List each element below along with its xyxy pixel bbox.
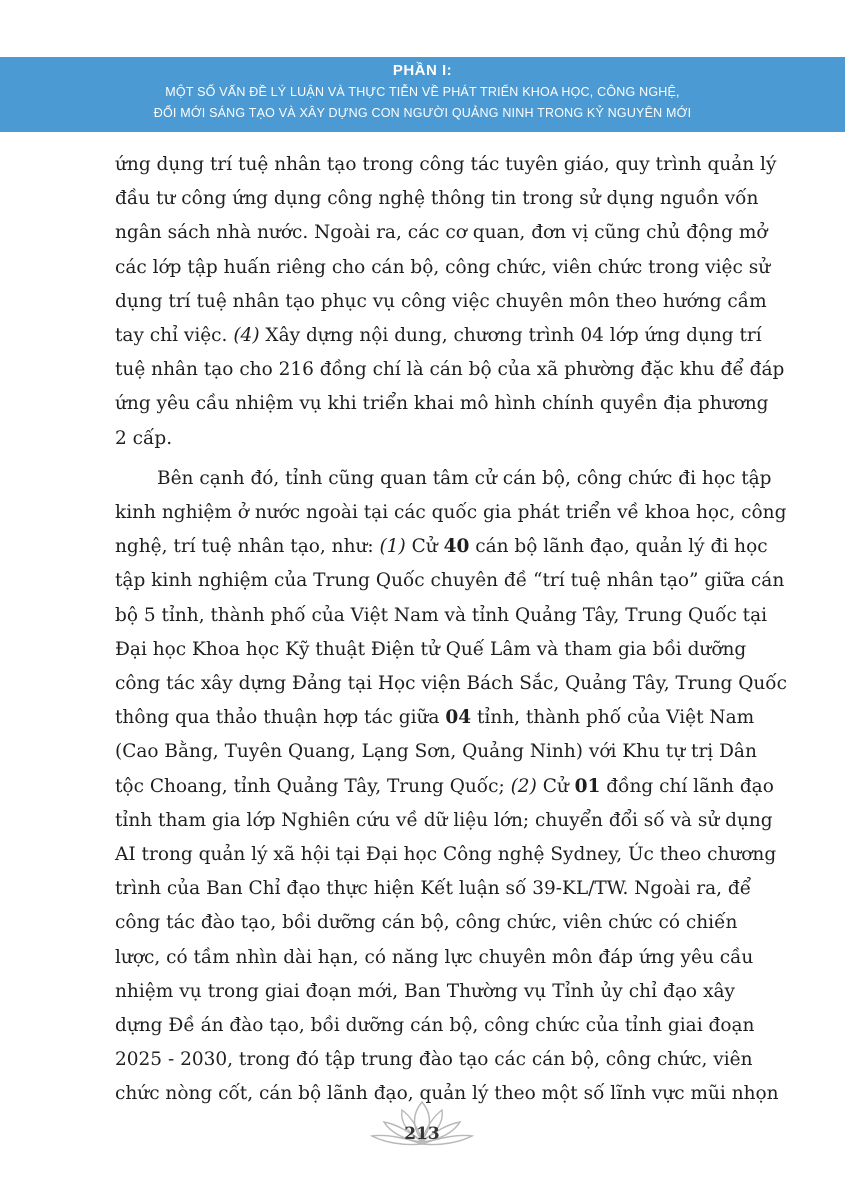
text-line: ứng dụng trí tuệ nhân tạo trong công tác tuyên giáo, quy trình quản lý <box>115 154 777 175</box>
text-line: tuệ nhân tạo cho 216 đồng chí là cán bộ của xã phường đặc khu để đáp <box>115 359 785 381</box>
text-run: tỉnh, thành phố của Việt Nam <box>471 707 755 729</box>
text-line: các lớp tập huấn riêng cho cán bộ, công chức, viên chức trong việc sử <box>115 256 771 278</box>
page-number: 213 <box>404 1124 440 1144</box>
text-line: 2 cấp. <box>115 427 173 449</box>
text-run: Cử <box>405 536 444 558</box>
text-line: AI trong quản lý xã hội tại Đại học Công nghệ Sydney, Úc theo chương <box>115 844 777 866</box>
text-line: đầu tư công ứng dụng công nghệ thông tin trong sử dụng nguồn vốn <box>115 188 759 210</box>
text-run: Cử <box>536 775 575 797</box>
part-subtitle-line2: ĐỔI MỚI SÁNG TẠO VÀ XÂY DỰNG CON NGƯỜI QUẢNG NINH TRONG KỶ NGUYÊN MỚI <box>153 106 692 120</box>
page-footer <box>362 1098 482 1160</box>
text-line: Đại học Khoa học Kỹ thuật Điện tử Quế Lâm và tham gia bồi dưỡng <box>115 638 747 660</box>
text-line: dựng Đề án đào tạo, bồi dưỡng cán bộ, công chức của tỉnh giai đoạn <box>115 1015 755 1037</box>
paragraph-2 <box>115 462 787 1112</box>
text-line: kinh nghiệm ở nước ngoài tại các quốc gia phát triển về khoa học, công <box>115 502 787 524</box>
enumeration-marker: (2) <box>510 775 537 797</box>
text-run: đồng chí lãnh đạo <box>600 775 774 797</box>
text-line: 2025 - 2030, trong đó tập trung đào tạo các cán bộ, công chức, viên <box>115 1049 753 1071</box>
text-line: ứng yêu cầu nhiệm vụ khi triển khai mô hình chính quyền địa phương <box>115 393 769 415</box>
emphasis-number: 40 <box>443 536 470 558</box>
text-line: trình của Ban Chỉ đạo thực hiện Kết luận số 39-KL/TW. Ngoài ra, để <box>115 878 752 900</box>
emphasis-number: 04 <box>445 707 472 729</box>
text-line: dụng trí tuệ nhân tạo phục vụ công việc chuyên môn theo hướng cầm <box>115 290 767 312</box>
text-run: thông qua thảo thuận hợp tác giữa <box>115 707 446 729</box>
section-header-banner <box>0 57 845 132</box>
text-line: lược, có tầm nhìn dài hạn, có năng lực chuyên môn đáp ứng yêu cầu <box>115 946 754 968</box>
text-line <box>115 530 768 564</box>
text-run: tay chỉ việc. <box>115 325 228 347</box>
text-run: Xây dựng nội dung, chương trình 04 lớp ứng dụng trí <box>259 325 762 347</box>
enumeration-marker: (4) <box>233 325 260 347</box>
emphasis-number: 01 <box>574 775 601 797</box>
text-run: nghệ, trí tuệ nhân tạo, như: <box>115 536 380 558</box>
text-run: tộc Choang, tỉnh Quảng Tây, Trung Quốc; <box>115 775 511 797</box>
text-line: tập kinh nghiệm của Trung Quốc chuyên đề “trí tuệ nhân tạo” giữa cán <box>115 570 785 592</box>
text-line <box>115 319 762 353</box>
text-line: bộ 5 tỉnh, thành phố của Việt Nam và tỉnh Quảng Tây, Trung Quốc tại <box>115 604 768 626</box>
text-line: Bên cạnh đó, tỉnh cũng quan tâm cử cán bộ, công chức đi học tập <box>157 467 772 489</box>
text-line: công tác đào tạo, bồi dưỡng cán bộ, công chức, viên chức có chiến <box>115 912 738 934</box>
text-run: cán bộ lãnh đạo, quản lý đi học <box>469 536 768 558</box>
paragraph-1 <box>115 148 785 456</box>
text-line: chức nòng cốt, cán bộ lãnh đạo, quản lý theo một số lĩnh vực mũi nhọn <box>115 1083 779 1105</box>
page-body <box>115 148 787 1112</box>
text-line <box>115 770 774 804</box>
text-line: nhiệm vụ trong giai đoạn mới, Ban Thường vụ Tỉnh ủy chỉ đạo xây <box>115 980 735 1002</box>
text-line: tỉnh tham gia lớp Nghiên cứu về dữ liệu lớn; chuyển đổi số và sử dụng <box>115 809 773 831</box>
text-line <box>115 701 755 735</box>
text-line: (Cao Bằng, Tuyên Quang, Lạng Sơn, Quảng Ninh) với Khu tự trị Dân <box>115 741 757 763</box>
enumeration-marker: (1) <box>379 536 406 558</box>
part-label: PHẦN I: <box>392 62 453 79</box>
text-line: công tác xây dựng Đảng tại Học viện Bách Sắc, Quảng Tây, Trung Quốc <box>115 673 787 695</box>
part-subtitle-line1: MỘT SỐ VẤN ĐỀ LÝ LUẬN VÀ THỰC TIỄN VỀ PHÁT TRIỂN KHOA HỌC, CÔNG NGHỆ, <box>165 85 680 99</box>
text-line: ngân sách nhà nước. Ngoài ra, các cơ quan, đơn vị cũng chủ động mở <box>115 222 768 244</box>
